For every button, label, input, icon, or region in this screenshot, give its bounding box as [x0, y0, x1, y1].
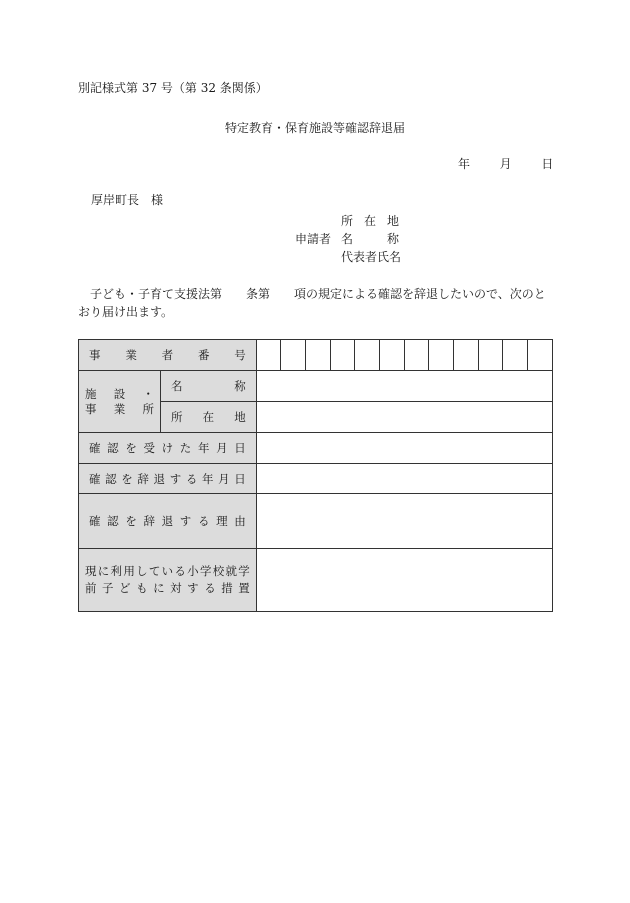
measures-label-line2: 前子どもに対する措置	[85, 581, 250, 595]
business-number-digit[interactable]	[404, 340, 429, 371]
measures-row	[79, 549, 553, 612]
facility-address-field[interactable]	[256, 402, 552, 433]
facility-label-line1: 施 設 ・	[85, 386, 154, 401]
withdrawal-reason-label: 確認を辞退する理由	[89, 514, 246, 528]
business-number-digit[interactable]	[454, 340, 479, 371]
facility-label-cell	[79, 371, 161, 433]
business-number-digit[interactable]	[528, 340, 553, 371]
addressee: 厚岸町長 様	[91, 193, 164, 207]
business-number-digit[interactable]	[429, 340, 454, 371]
withdrawal-reason-field[interactable]	[256, 494, 552, 549]
business-number-digit[interactable]	[281, 340, 306, 371]
business-number-label: 事業者番号	[89, 348, 246, 362]
withdrawal-reason-row	[79, 494, 553, 549]
withdrawal-date-field[interactable]	[256, 464, 552, 494]
applicant-label: 申請者	[295, 232, 332, 246]
facility-name-label: 名 称	[170, 379, 246, 393]
measures-label-cell	[79, 549, 257, 612]
confirmed-date-label-cell	[79, 433, 257, 464]
applicant-name-label: 名 称	[341, 232, 399, 246]
business-number-digit[interactable]	[380, 340, 405, 371]
date-line	[458, 157, 553, 171]
facility-address-label-cell	[160, 402, 256, 433]
facility-label-line2: 事 業 所	[85, 401, 154, 416]
date-month: 月	[499, 157, 512, 171]
applicant-rep-label: 代表者氏名	[341, 250, 402, 264]
business-number-digit[interactable]	[503, 340, 528, 371]
business-number-digit[interactable]	[256, 340, 281, 371]
withdrawal-date-row	[79, 464, 553, 494]
applicant-block	[295, 212, 402, 266]
document-title: 特定教育・保育施設等確認辞退届	[224, 121, 405, 135]
facility-name-label-cell	[160, 371, 256, 402]
business-number-label-cell	[79, 340, 257, 371]
business-number-digit[interactable]	[330, 340, 355, 371]
form-number: 別記様式第 37 号（第 32 条関係）	[78, 81, 268, 95]
measures-field[interactable]	[256, 549, 552, 612]
business-number-digit[interactable]	[306, 340, 331, 371]
date-day: 日	[541, 157, 554, 171]
facility-name-field[interactable]	[256, 371, 552, 402]
withdrawal-date-label-cell	[79, 464, 257, 494]
measures-label-line1: 現に利用している小学校就学	[85, 564, 250, 578]
withdrawal-reason-label-cell	[79, 494, 257, 549]
business-number-row	[79, 340, 553, 371]
confirmed-date-row	[79, 433, 553, 464]
facility-address-label: 所在地	[170, 410, 246, 424]
body-text: 子ども・子育て支援法第 条第 項の規定による確認を辞退したいので、次のとおり届け出ます。	[78, 287, 546, 319]
business-number-digit[interactable]	[355, 340, 380, 371]
applicant-address-label: 所 在 地	[341, 214, 399, 228]
facility-name-row	[79, 371, 553, 402]
confirmed-date-field[interactable]	[256, 433, 552, 464]
business-number-digit[interactable]	[478, 340, 503, 371]
date-year: 年	[458, 157, 471, 171]
form-table	[78, 339, 553, 612]
confirmed-date-label: 確認を受けた年月日	[89, 441, 246, 455]
withdrawal-date-label: 確認を辞退する年月日	[89, 471, 246, 486]
